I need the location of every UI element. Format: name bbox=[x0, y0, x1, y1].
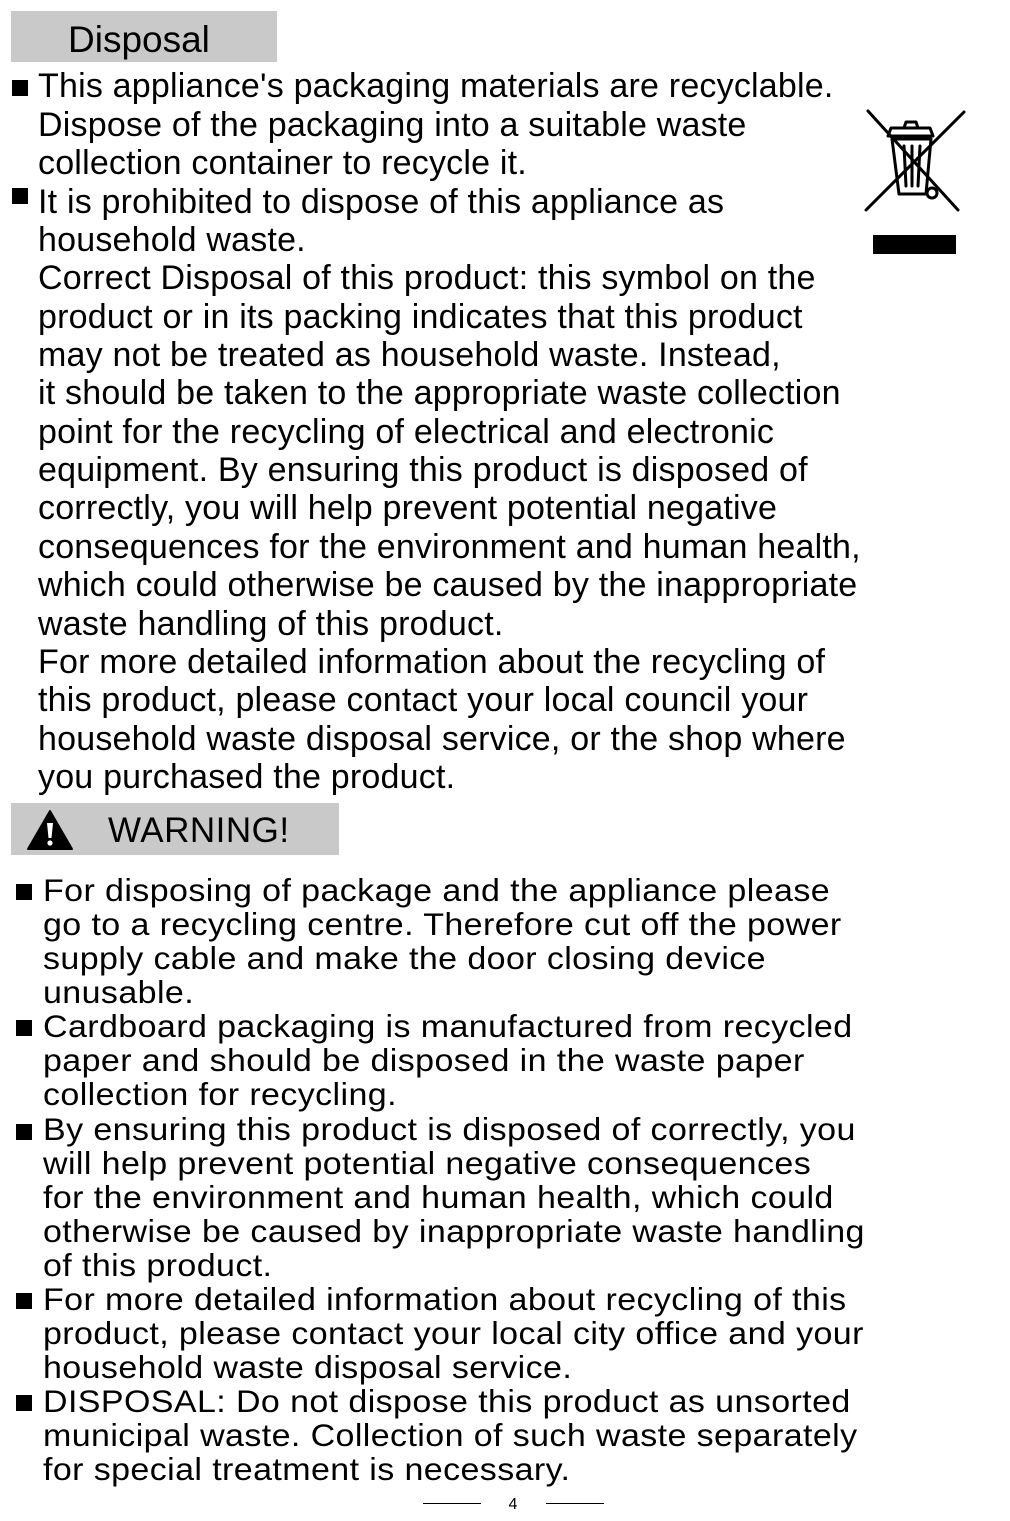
warning-heading bbox=[11, 803, 339, 855]
disposal-line: This appliance's packaging materials are recyclable. bbox=[38, 67, 834, 105]
warning-line: otherwise be caused by inappropriate waste handling bbox=[43, 1214, 865, 1250]
warning-line: For more detailed information about recycling of this bbox=[43, 1282, 847, 1318]
disposal-line: point for the recycling of electrical and electronic bbox=[38, 413, 775, 451]
disposal-heading bbox=[11, 11, 277, 62]
warning-line: unusable. bbox=[43, 975, 195, 1011]
disposal-line: it should be taken to the appropriate waste collection bbox=[38, 374, 841, 412]
footer-rule-left bbox=[423, 1503, 481, 1504]
warning-line: will help prevent potential negative consequences bbox=[43, 1146, 812, 1182]
page-number: 4 bbox=[508, 1496, 518, 1513]
disposal-line: It is prohibited to dispose of this appliance as bbox=[38, 183, 725, 221]
warning-line: Cardboard packaging is manufactured from recycled bbox=[43, 1009, 853, 1045]
disposal-line: Dispose of the packaging into a suitable waste bbox=[38, 106, 747, 144]
bullet-square-icon bbox=[16, 1293, 32, 1309]
warning-line: collection for recycling. bbox=[43, 1077, 397, 1113]
disposal-line: collection container to recycle it. bbox=[38, 144, 527, 182]
disposal-line: Correct Disposal of this product: this symbol on the bbox=[38, 259, 816, 297]
disposal-line: correctly, you will help prevent potential negative bbox=[38, 489, 778, 527]
bullet-square-icon bbox=[16, 1124, 32, 1140]
warning-line: paper and should be disposed in the waste paper bbox=[43, 1043, 805, 1079]
disposal-line: consequences for the environment and human health, bbox=[38, 528, 861, 566]
disposal-line: equipment. By ensuring this product is disposed of bbox=[38, 451, 808, 489]
disposal-heading-text: Disposal bbox=[68, 19, 210, 60]
disposal-line: waste handling of this product. bbox=[38, 605, 504, 643]
warning-triangle-icon bbox=[26, 809, 74, 851]
warning-line: DISPOSAL: Do not dispose this product as unsorted bbox=[43, 1384, 851, 1420]
crossed-out-wheelie-bin-icon bbox=[858, 108, 968, 214]
footer-rule-right bbox=[546, 1503, 604, 1504]
disposal-line: household waste disposal service, or the shop where bbox=[38, 720, 846, 758]
warning-line: supply cable and make the door closing device bbox=[43, 941, 766, 977]
warning-line: municipal waste. Collection of such waste separately bbox=[43, 1418, 858, 1454]
bullet-square-icon bbox=[12, 188, 28, 204]
disposal-line: For more detailed information about the recycling of bbox=[38, 643, 826, 681]
disposal-line: which could otherwise be caused by the inappropriate bbox=[38, 566, 858, 604]
disposal-line: may not be treated as household waste. Instead, bbox=[38, 336, 781, 374]
warning-line: By ensuring this product is disposed of correctly, you bbox=[43, 1112, 856, 1148]
disposal-line: household waste. bbox=[38, 221, 306, 259]
bullet-square-icon bbox=[16, 1020, 32, 1036]
disposal-line: this product, please contact your local council your bbox=[38, 681, 809, 719]
warning-line: product, please contact your local city office and your bbox=[43, 1316, 864, 1352]
warning-line: of this product. bbox=[43, 1248, 273, 1284]
bullet-square-icon bbox=[16, 884, 32, 900]
warning-line: For disposing of package and the appliance please bbox=[43, 873, 831, 909]
warning-line: go to a recycling centre. Therefore cut off the power bbox=[43, 907, 842, 943]
warning-heading-text: WARNING! bbox=[108, 811, 290, 850]
warning-line: household waste disposal service. bbox=[43, 1350, 573, 1386]
warning-line: for special treatment is necessary. bbox=[43, 1452, 571, 1488]
bullet-square-icon bbox=[16, 1395, 32, 1411]
warning-line: for the environment and human health, which could bbox=[43, 1180, 834, 1216]
disposal-line: product or in its packing indicates that this product bbox=[38, 298, 803, 336]
disposal-line: you purchased the product. bbox=[38, 758, 456, 796]
bullet-square-icon bbox=[12, 80, 28, 96]
weee-black-bar bbox=[873, 235, 956, 254]
